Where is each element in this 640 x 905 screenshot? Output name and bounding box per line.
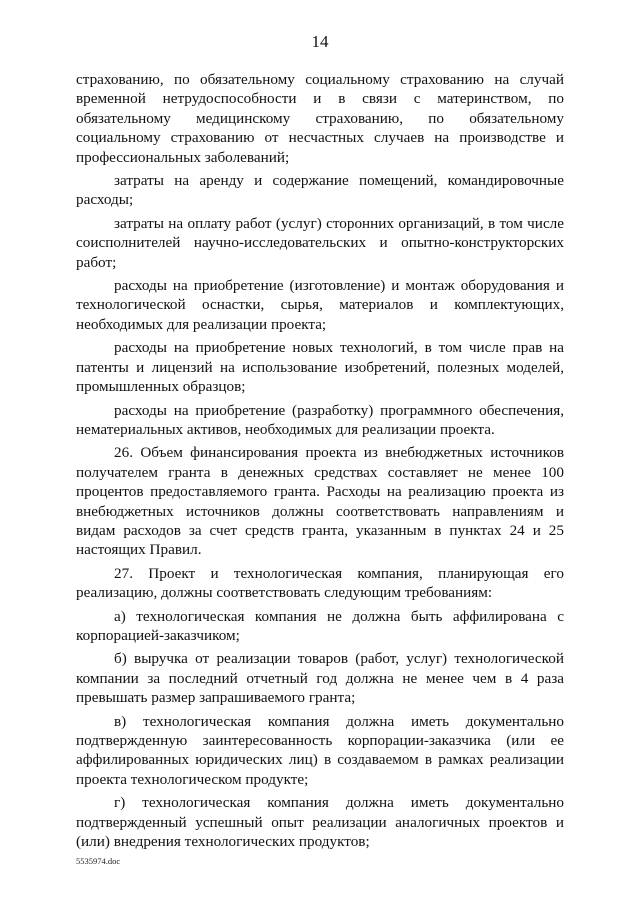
paragraph-clause-27: 27. Проект и технологическая компания, планирующая его реализацию, должны соответствовать следующим требованиям: [76, 564, 564, 602]
document-file-name: 5535974.doc [76, 856, 121, 866]
paragraph-technology-expenses: расходы на приобретение новых технологий, в том числе прав на патенты и лицензий на использование изобретений, полезных моделей, промышленных образцов; [76, 339, 564, 396]
paragraph-clause-27-b: б) выручка от реализации товаров (работ, услуг) технологической компании за последний отчетный год должна не менее чем в 4 раза превышать размер запрашиваемого гранта; [76, 650, 564, 707]
paragraph-clause-27-v: в) технологическая компания должна иметь документально подтвержденную заинтересованность корпорации-заказчика (или ее аффилированных юридических лиц) в создаваемом в рамках реализации проекта технологическом продукте; [76, 712, 564, 788]
page-number: 14 [311, 32, 329, 51]
paragraph-rent-expenses: затраты на аренду и содержание помещений, командировочные расходы; [76, 172, 564, 209]
paragraph-insurance-continuation: страхованию, по обязательному социальному страхованию на случай временной нетрудоспособности и в связи с материнством, по обязательному медицинскому страхованию, по обязательному социальному страхованию от несчастных случаев на производстве и профессиональных заболеваний; [76, 71, 564, 166]
paragraph-equipment-expenses: расходы на приобретение (изготовление) и монтаж оборудования и технологической оснастки, сырья, материалов и комплектующих, необходимых для реализации проекта; [76, 277, 564, 333]
paragraph-clause-27-a: а) технологическая компания не должна быть аффилирована с корпорацией-заказчиком; [76, 607, 564, 644]
paragraph-third-party-services: затраты на оплату работ (услуг) сторонних организаций, в том числе соисполнителей научно-исследовательских и опытно-конструкторских работ; [76, 214, 564, 271]
paragraph-clause-26: 26. Объем финансирования проекта из внебюджетных источников получателем гранта в денежных средствах составляет не менее 100 процентов предоставляемого гранта. Расходы на реализацию проекта из внебюджетных источников должны соответствовать направлениям и видам расходов за счет средств гранта, указанным в пунктах 24 и 25 настоящих Правил. [76, 444, 564, 559]
paragraph-clause-27-g: г) технологическая компания должна иметь документально подтвержденный успешный опыт реализации аналогичных проектов и (или) внедрения технологических продуктов; [76, 794, 564, 851]
document-body [76, 70, 564, 851]
paragraph-software-expenses: расходы на приобретение (разработку) программного обеспечения, нематериальных активов, необходимых для реализации проекта. [76, 401, 564, 438]
